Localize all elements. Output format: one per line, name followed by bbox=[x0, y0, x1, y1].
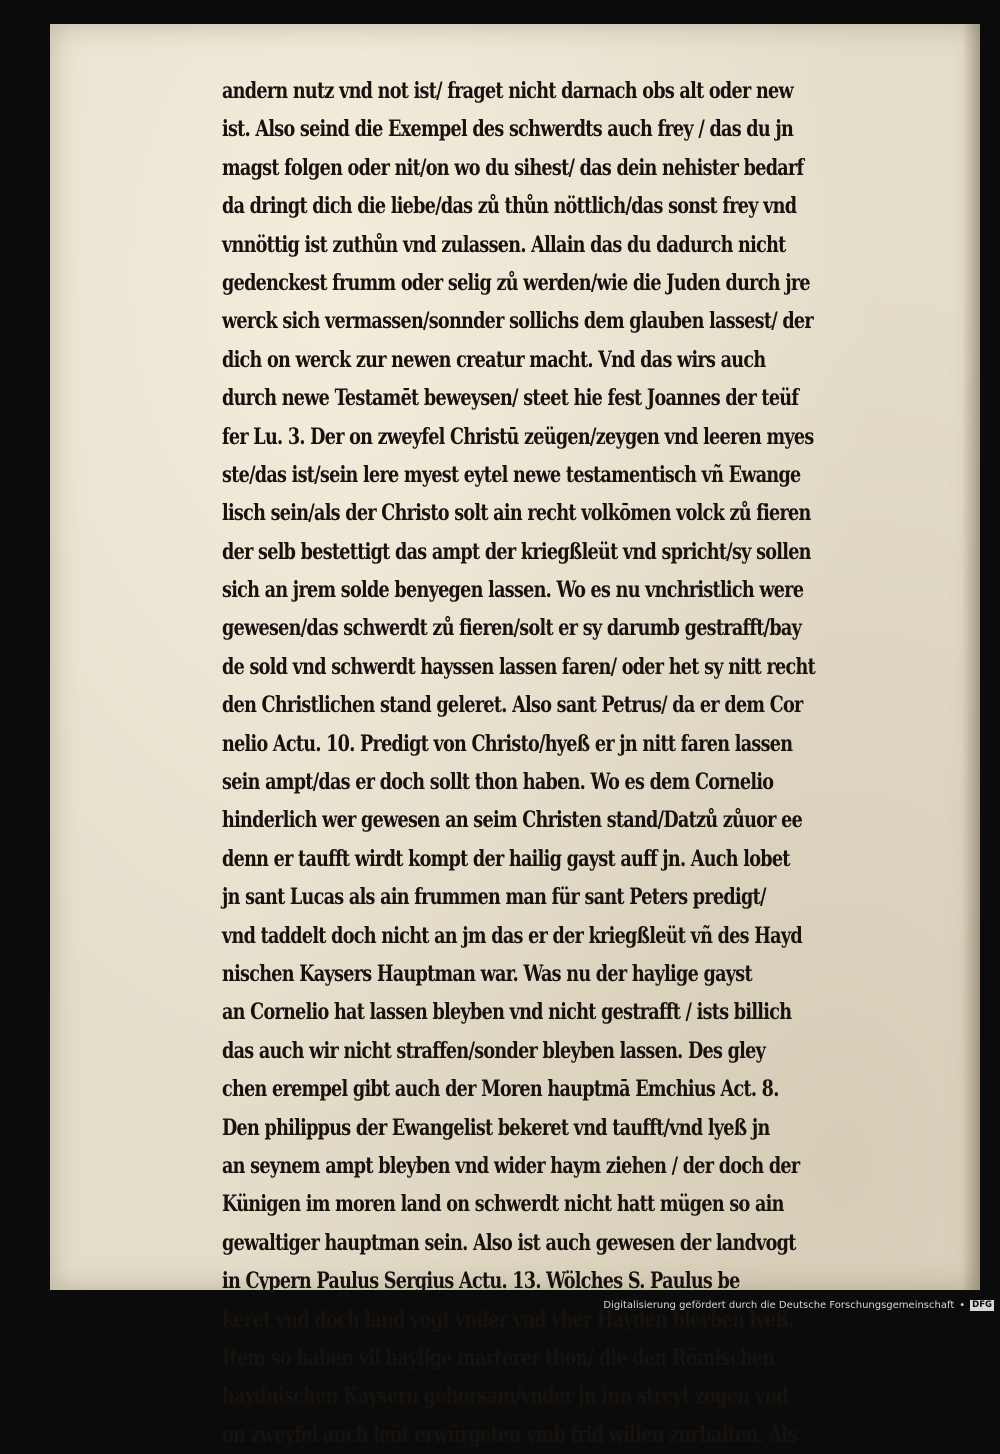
text-line: Den philippus der Ewangelist bekeret vnd taufft/vnd lyeß jn bbox=[222, 1114, 770, 1141]
text-line: Item so haben vil haylige marterer thon/ die den Römischen bbox=[222, 1344, 775, 1371]
text-line: denn er taufft wirdt kompt der hailig gayst auff jn. Auch lobet bbox=[222, 845, 790, 872]
digitization-footer bbox=[603, 1297, 994, 1313]
page-gutter-shadow bbox=[962, 24, 980, 1290]
funding-credit: Digitalisierung gefördert durch die Deutsche Forschungsgemeinschaft bbox=[603, 1299, 955, 1311]
text-line: de sold vnd schwerdt hayssen lassen faren/ oder het sy nitt recht bbox=[222, 653, 815, 680]
text-line: lisch sein/als der Christo solt ain recht volkōmen volck zů fieren bbox=[222, 500, 811, 527]
text-line: on zweyfel auch leüt erwürgeten vmb frid willen zurhalten. Als bbox=[222, 1421, 797, 1448]
text-line: sich an jrem solde benyegen lassen. Wo es nu vnchristlich were bbox=[222, 577, 804, 604]
text-line: das auch wir nicht straffen/sonder bleyben lassen. Des gley bbox=[222, 1037, 766, 1064]
text-line: den Christlichen stand geleret. Also sant Petrus/ da er dem Cor bbox=[222, 692, 803, 719]
text-line: der selb bestettigt das ampt der kriegßleüt vnd spricht/sy sollen bbox=[222, 538, 811, 565]
text-line: durch newe Testamēt beweysen/ steet hie fest Joannes der teüf bbox=[222, 385, 799, 412]
text-line: gedenckest frumm oder selig zů werden/wie die Juden durch jre bbox=[222, 269, 810, 296]
text-line: andern nutz vnd not ist/ fraget nicht darnach obs alt oder new bbox=[222, 78, 793, 104]
dfg-logo: DFG bbox=[972, 1299, 992, 1310]
text-line: nischen Kaysers Hauptman war. Was nu der haylige gayst bbox=[222, 960, 752, 987]
text-line: hinderlich wer gewesen an seim Christen stand/Datzů zůuor ee bbox=[222, 807, 803, 834]
text-line: chen erempel gibt auch der Moren hauptmā Emchius Act. 8. bbox=[222, 1076, 779, 1103]
text-line: an Cornelio hat lassen bleyben vnd nicht gestrafft / ists billich bbox=[222, 999, 792, 1026]
text-line: magst folgen oder nit/on wo du sihest/ das dein nehister bedarf bbox=[222, 154, 804, 181]
text-line: vnd taddelt doch nicht an jm das er der kriegßleüt vñ des Hayd bbox=[222, 922, 802, 949]
text-line: in Cypern Paulus Sergius Actu. 13. Wölches S. Paulus be bbox=[222, 1268, 740, 1295]
text-line: da dringt dich die liebe/das zů thůn nöttlich/das sonst frey vnd bbox=[222, 193, 797, 220]
text-line: Künigen im moren land on schwerdt nicht hatt mügen so ain bbox=[222, 1191, 784, 1218]
text-line: vnnöttig ist zuthůn vnd zulassen. Allain das du dadurch nicht bbox=[222, 231, 786, 258]
text-line: gewesen/das schwerdt zů fieren/solt er sy darumb gestrafft/bay bbox=[222, 615, 802, 642]
text-line: werck sich vermassen/sonnder sollichs dem glauben lassest/ der bbox=[222, 308, 813, 335]
text-line: jn sant Lucas als ain frummen man für sant Peters predigt/ bbox=[222, 884, 766, 911]
text-line: dich on werck zur newen creatur macht. Vnd das wirs auch bbox=[222, 346, 766, 373]
text-line: fer Lu. 3. Der on zweyfel Christū zeügen/zeygen vnd leeren myes bbox=[222, 423, 814, 450]
text-line: ist. Also seind die Exempel des schwerdts auch frey / das du jn bbox=[222, 116, 794, 143]
text-line: sein ampt/das er doch sollt thon haben. Wo es dem Cornelio bbox=[222, 769, 774, 796]
text-line: keret vnd doch land vogt vnder vnd vber Hayden bleyben lyeß. bbox=[222, 1306, 794, 1333]
text-line: ste/das ist/sein lere myest eytel newe testamentisch vñ Ewange bbox=[222, 461, 801, 488]
text-line: nelio Actu. 10. Predigt von Christo/hyeß er jn nitt faren lassen bbox=[222, 730, 793, 757]
text-line: gewaltiger hauptman sein. Also ist auch gewesen der landvogt bbox=[222, 1229, 796, 1256]
text-line: haydnischen Kaysern gehorsam/vnder jn inn streyt zogen vnd bbox=[222, 1383, 789, 1410]
footer-separator: • bbox=[959, 1299, 966, 1311]
text-line: an seynem ampt bleyben vnd wider haym ziehen / der doch der bbox=[222, 1152, 800, 1179]
text-block bbox=[222, 72, 958, 1454]
